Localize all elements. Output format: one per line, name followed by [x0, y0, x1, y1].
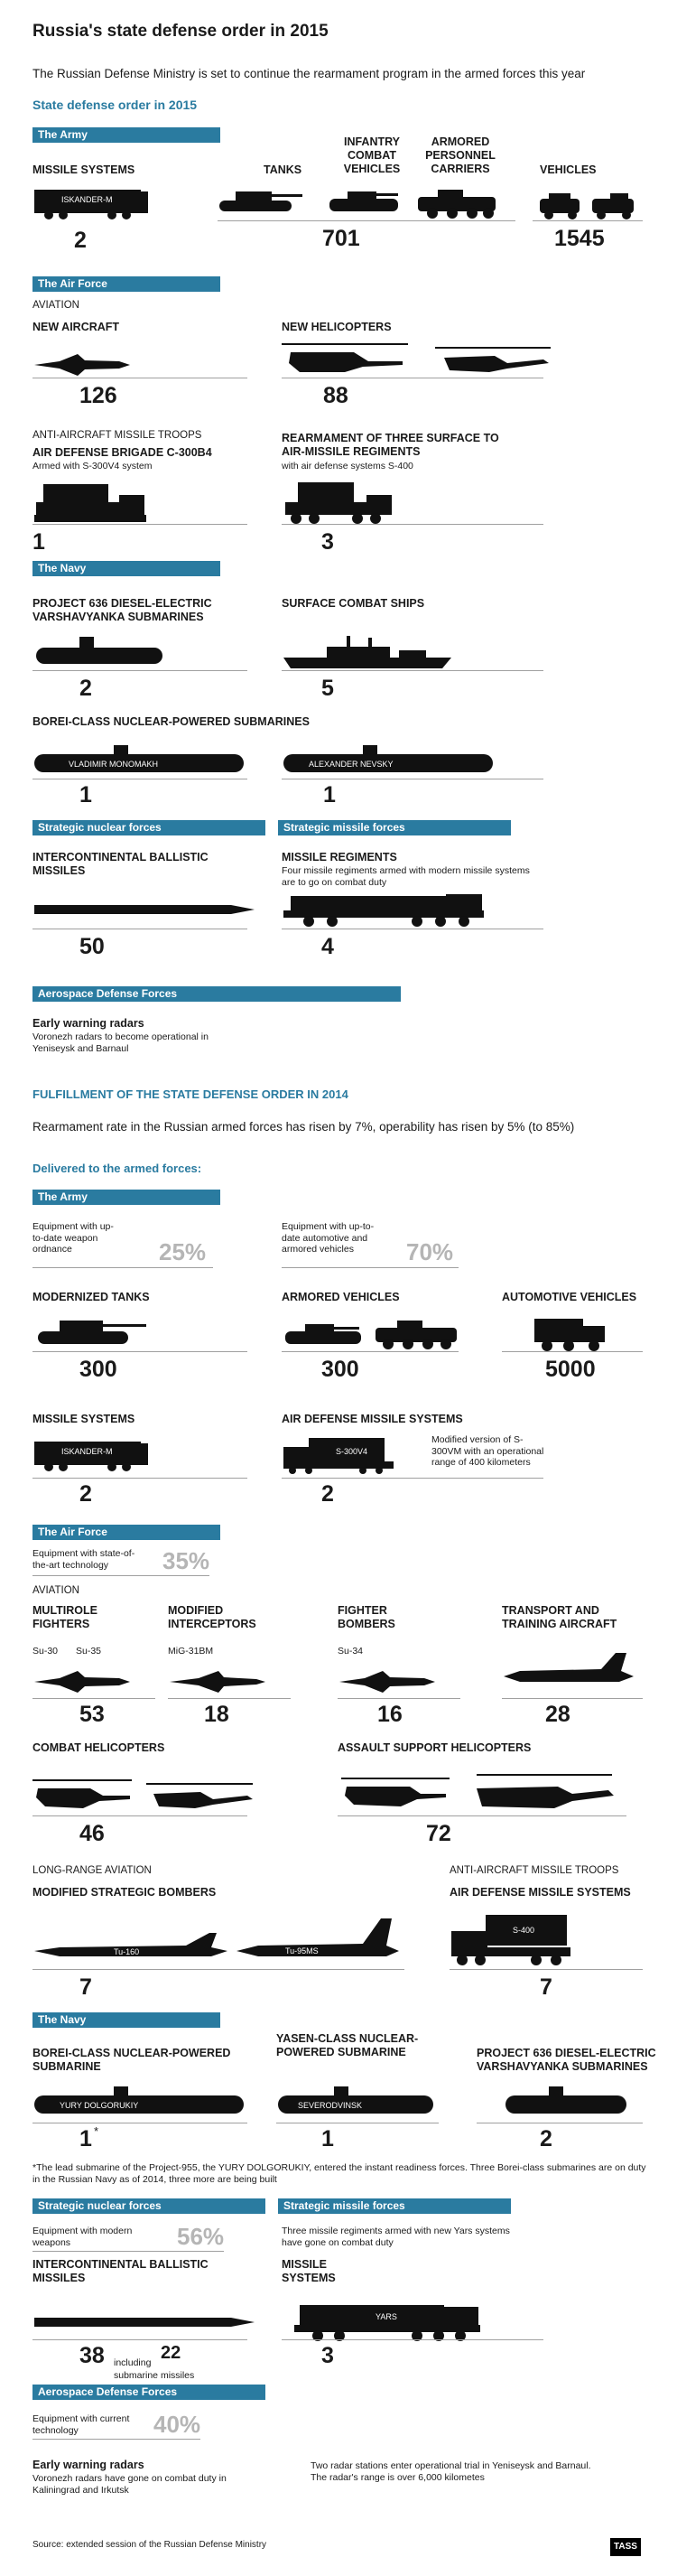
aviation-2014-caption: AVIATION — [32, 1585, 79, 1596]
divider-line — [450, 1969, 643, 1970]
s400-launcher-2014-icon — [450, 1913, 576, 1969]
pct-current-label: Equipment with current technology — [32, 2413, 130, 2436]
borei-submarine-icon-2 — [282, 745, 498, 776]
s400-launcher-icon — [282, 481, 399, 524]
new-aircraft-label: NEW AIRCRAFT — [32, 321, 120, 333]
airdef-2014-count: 2 — [321, 1481, 334, 1507]
divider-line — [502, 1698, 643, 1699]
mod-tanks-label: MODERNIZED TANKS — [32, 1291, 150, 1303]
submarine-missiles-count: 22 — [161, 2343, 181, 2363]
brigade-count: 1 — [32, 529, 45, 555]
assault-heli-label: ASSAULT SUPPORT HELICOPTERS — [338, 1741, 532, 1754]
multirole-count: 53 — [79, 1702, 105, 1727]
pct-tech-value: 35% — [162, 1547, 210, 1574]
transport-label: TRANSPORT AND TRAINING AIRCRAFT — [502, 1604, 617, 1630]
divider-line — [168, 1698, 291, 1699]
divider-line — [32, 2339, 247, 2340]
section-navy-2015: The Navy — [32, 561, 220, 576]
combat-heli-count: 46 — [79, 1821, 105, 1846]
sub-tag-nevsky: ALEXANDER NEVSKY — [309, 760, 394, 769]
subs636-label: PROJECT 636 DIESEL-ELECTRIC VARSHAVYANKA SUBMARINES — [32, 597, 212, 623]
pct-weapon-value: 25% — [159, 1238, 207, 1265]
missile-systems-smf-count: 3 — [321, 2343, 334, 2368]
divider-line — [282, 524, 543, 525]
ships-count: 5 — [321, 676, 334, 701]
divider-line — [32, 1698, 155, 1699]
transport-count: 28 — [545, 1702, 570, 1727]
divider-line — [282, 1478, 543, 1479]
transport-aircraft-icon — [502, 1649, 637, 1693]
aamt-2014-caption: ANTI-AIRCRAFT MISSILE TROOPS — [450, 1865, 619, 1876]
s400-tag: S-400 — [513, 1926, 535, 1935]
apc-label: ARMORED PERSONNEL CARRIERS — [425, 135, 496, 175]
subs636-2014-count: 2 — [540, 2126, 552, 2151]
model-su34: Su-34 — [338, 1646, 364, 1657]
divider-line — [32, 1815, 247, 1816]
divider-line — [32, 670, 247, 671]
truck-icon — [533, 1315, 608, 1351]
pct-vehicles-value: 70% — [406, 1238, 454, 1265]
armored-count: 300 — [321, 1357, 359, 1382]
pct-tech-label: Equipment with state-of-the-art technology — [32, 1548, 135, 1571]
armored-label: ARMORED VEHICLES — [282, 1291, 400, 1303]
strategic-bombers-count: 7 — [79, 1974, 92, 2000]
airdef-af-label: AIR DEFENSE MISSILE SYSTEMS — [450, 1886, 631, 1899]
regiments-note: with air defense systems S-400 — [282, 461, 413, 471]
borei-2014-count: 1 — [79, 2126, 92, 2151]
section-snf-2014: Strategic nuclear forces — [32, 2198, 265, 2214]
s300-launcher-icon — [32, 479, 150, 524]
divider-line — [32, 1351, 247, 1352]
icbm-count: 50 — [79, 934, 105, 959]
strategic-bombers-label: MODIFIED STRATEGIC BOMBERS — [32, 1886, 217, 1899]
yars-tag: YARS — [376, 2312, 397, 2321]
s300v4-tag: S-300V4 — [336, 1447, 368, 1456]
armored-vehicles-icon — [282, 1317, 462, 1349]
tank-icon — [32, 1315, 150, 1348]
pct-vehicles-label: Equipment with up-to-date automotive and armored vehicles — [282, 1221, 375, 1255]
icbm-2014-label: INTERCONTINENTAL BALLISTIC MISSILES — [32, 2258, 209, 2284]
interceptor-icon — [168, 1669, 267, 1693]
divider-line — [282, 2339, 543, 2340]
borei-sub2-count: 1 — [323, 782, 336, 807]
section-airforce-2014: The Air Force — [32, 1525, 220, 1540]
model-mig31bm: MiG-31BM — [168, 1646, 214, 1657]
ifv-label: INFANTRY COMBAT VEHICLES — [343, 135, 401, 175]
assault-heli-count: 72 — [426, 1821, 451, 1846]
diesel-submarine-icon — [32, 635, 168, 669]
pct-weapon-label: Equipment with up-to-date weapon ordnance — [32, 1221, 114, 1255]
topol-launcher-icon — [282, 892, 489, 929]
missile-systems-2014-label: MISSILE SYSTEMS — [32, 1413, 135, 1425]
brigade-note: Armed with S-300V4 system — [32, 461, 153, 471]
fulfillment-lede: Rearmament rate in the Russian armed forces has risen by 7%, operability has risen by 5% (to 85%) — [32, 1120, 575, 1134]
missile-systems-smf-label: MISSILE SYSTEMS — [282, 2258, 336, 2284]
divider-line — [32, 524, 247, 525]
yars-launcher-icon — [282, 2301, 498, 2343]
auto-count: 5000 — [545, 1357, 596, 1382]
vehicles-count: 1545 — [554, 226, 605, 251]
section-army-2014: The Army — [32, 1190, 220, 1205]
divider-line — [32, 1267, 213, 1268]
divider-line — [32, 2439, 200, 2440]
fighter-jet-icon — [32, 352, 132, 376]
divider-line — [533, 220, 643, 221]
section-army-2015: The Army — [32, 127, 220, 143]
ships-label: SURFACE COMBAT SHIPS — [282, 597, 425, 610]
model-su30: Su-30 — [32, 1646, 59, 1657]
yasen-label: YASEN-CLASS NUCLEAR-POWERED SUBMARINE — [276, 2032, 419, 2058]
section-adf-2015: Aerospace Defense Forces — [32, 986, 401, 1002]
missile-systems-2014-count: 2 — [79, 1481, 92, 1507]
tanks-ifv-apc-icon — [212, 181, 510, 222]
interceptors-count: 18 — [204, 1702, 229, 1727]
armored-combined-count: 701 — [322, 226, 360, 251]
fighter-bomber-icon — [338, 1669, 437, 1693]
fulfillment-title: FULFILLMENT OF THE STATE DEFENSE ORDER IN 2014 — [32, 1087, 348, 1101]
dolgorukiy-tag: YURY DOLGORUKIY — [60, 2101, 139, 2110]
aviation-caption: AVIATION — [32, 300, 79, 311]
airdef-2014-label: AIR DEFENSE MISSILE SYSTEMS — [282, 1413, 463, 1425]
airdef-2014-note: Modified version of S-300VM with an operational range of 400 kilometers — [431, 1434, 544, 1468]
regiments-label: REARMAMENT OF THREE SURFACE TO AIR-MISSILE REGIMENTS — [282, 432, 499, 458]
new-helicopters-count: 88 — [323, 383, 348, 408]
mod-tanks-count: 300 — [79, 1357, 117, 1382]
early-warning-2014-label: Early warning radars — [32, 2459, 144, 2471]
multirole-label: MULTIROLE FIGHTERS — [32, 1604, 97, 1630]
divider-line — [282, 670, 543, 671]
lede: The Russian Defense Ministry is set to continue the rearmament program in the armed forces this year — [32, 67, 586, 80]
combat-heli-label: COMBAT HELICOPTERS — [32, 1741, 165, 1754]
icbm-2014-icon — [32, 2312, 258, 2332]
helicopters-icon — [282, 340, 552, 378]
early-warning-label: Early warning radars — [32, 1017, 144, 1030]
s300v4-launcher-icon — [282, 1434, 399, 1474]
borei-dolgorukiy-icon — [32, 2086, 249, 2117]
missile-systems-count: 2 — [74, 228, 87, 253]
divider-line — [32, 2251, 224, 2252]
source-note: Source: extended session of the Russian Defense Ministry — [32, 2540, 267, 2550]
borei-label: BOREI-CLASS NUCLEAR-POWERED SUBMARINES — [32, 715, 310, 728]
subs636-count: 2 — [79, 676, 92, 701]
longrange-caption: LONG-RANGE AVIATION — [32, 1865, 152, 1876]
section-smf-2015: Strategic missile forces — [278, 820, 511, 835]
sub-tag-monomakh: VLADIMIR MONOMAKH — [69, 760, 159, 769]
borei-submarine-icon-1 — [32, 745, 249, 776]
model-su35: Su-35 — [76, 1646, 102, 1657]
regiments-count: 3 — [321, 529, 334, 555]
including-text: including — [114, 2357, 152, 2368]
combat-helicopters-icon — [32, 1774, 258, 1815]
divider-line — [32, 1575, 209, 1576]
divider-line — [338, 1698, 460, 1699]
divider-line — [338, 1815, 626, 1816]
airdef-af-count: 7 — [540, 1974, 552, 2000]
navy-footnote: *The lead submarine of the Project-955, the YURY DOLGORUKIY, entered the instant readiness forces. Three Borei-class submarines are on duty in the Russian Navy as of 2014, three more are being built — [32, 2162, 646, 2185]
borei-sub1-count: 1 — [79, 782, 92, 807]
auto-label: AUTOMOTIVE VEHICLES — [502, 1291, 637, 1303]
assault-helicopters-icon — [341, 1770, 621, 1815]
tu95ms-tag: Tu-95MS — [285, 1946, 319, 1955]
icbm-label: INTERCONTINENTAL BALLISTIC MISSILES — [32, 851, 209, 877]
divider-line — [32, 1969, 404, 1970]
vehicles-icon — [536, 193, 643, 222]
pct-modern-value: 56% — [177, 2223, 225, 2250]
missile-systems-label: MISSILE SYSTEMS — [32, 163, 135, 176]
warship-icon — [282, 632, 453, 672]
divider-line — [218, 220, 515, 221]
diesel-submarine-2014-icon — [504, 2086, 630, 2117]
divider-line — [32, 1478, 247, 1479]
missile-regiments-note: Four missile regiments armed with modern missile systems are to go on combat duty — [282, 865, 530, 888]
section-smf-2014: Strategic missile forces — [278, 2198, 511, 2214]
icbm-2014-count: 38 — [79, 2343, 105, 2368]
divider-line — [282, 1267, 459, 1268]
page-title: Russia's state defense order in 2015 — [32, 22, 329, 41]
interceptors-label: MODIFIED INTERCEPTORS — [168, 1604, 256, 1630]
yars-note: Three missile regiments armed with new Yars systems have gone on combat duty — [282, 2226, 510, 2248]
radar-trial-note: Two radar stations enter operational trial in Yeniseysk and Barnaul. The radar's range is over 6,000 kilometes — [311, 2460, 591, 2483]
iskander-2014-tag: ISKANDER-M — [61, 1447, 113, 1456]
aamt-caption: ANTI-AIRCRAFT MISSILE TROOPS — [32, 430, 202, 441]
borei-footnote-mark: * — [94, 2124, 99, 2138]
new-helicopters-label: NEW HELICOPTERS — [282, 321, 392, 333]
pct-current-value: 40% — [153, 2411, 201, 2438]
subs636-2014-label: PROJECT 636 DIESEL-ELECTRIC VARSHAVYANKA SUBMARINES — [477, 2047, 656, 2073]
borei-2014-label: BOREI-CLASS NUCLEAR-POWERED SUBMARINE — [32, 2047, 231, 2073]
section-navy-2014: The Navy — [32, 2012, 220, 2028]
tanks-label: TANKS — [264, 163, 302, 176]
new-aircraft-count: 126 — [79, 383, 117, 408]
iskander-launcher-2014-icon — [32, 1436, 150, 1472]
divider-line — [282, 1351, 459, 1352]
fighter-bombers-label: FIGHTER BOMBERS — [338, 1604, 395, 1630]
divider-line — [502, 1351, 643, 1352]
early-warning-note: Voronezh radars to become operational in Yeniseysk and Barnaul — [32, 1031, 209, 1054]
icbm-missile-icon — [32, 900, 258, 919]
submarine-missiles-label: submarine missiles — [114, 2370, 195, 2381]
missile-regiments-count: 4 — [321, 934, 334, 959]
section-adf-2014: Aerospace Defense Forces — [32, 2385, 265, 2400]
delivered-title: Delivered to the armed forces: — [32, 1162, 202, 1175]
missile-regiments-label: MISSILE REGIMENTS — [282, 851, 397, 863]
vehicles-label: VEHICLES — [540, 163, 597, 176]
fighter-bombers-count: 16 — [377, 1702, 403, 1727]
pct-modern-label: Equipment with modern weapons — [32, 2226, 133, 2248]
multirole-fighter-icon — [32, 1669, 132, 1693]
tass-logo: TASS — [610, 2538, 641, 2556]
strategic-bombers-icon — [32, 1915, 403, 1969]
iskander-launcher-icon — [32, 184, 150, 220]
section-airforce-2015: The Air Force — [32, 276, 220, 292]
yasen-submarine-icon — [276, 2086, 439, 2117]
iskander-tag: ISKANDER-M — [61, 195, 113, 204]
severodvinsk-tag: SEVERODVINSK — [298, 2101, 363, 2110]
section-snf-2015: Strategic nuclear forces — [32, 820, 265, 835]
subtitle-2015: State defense order in 2015 — [32, 98, 198, 112]
yasen-count: 1 — [321, 2126, 334, 2151]
early-warning-2014-note: Voronezh radars have gone on combat duty in Kaliningrad and Irkutsk — [32, 2473, 227, 2496]
brigade-label: AIR DEFENSE BRIGADE C-300B4 — [32, 446, 212, 459]
tu160-tag: Tu-160 — [114, 1947, 140, 1956]
